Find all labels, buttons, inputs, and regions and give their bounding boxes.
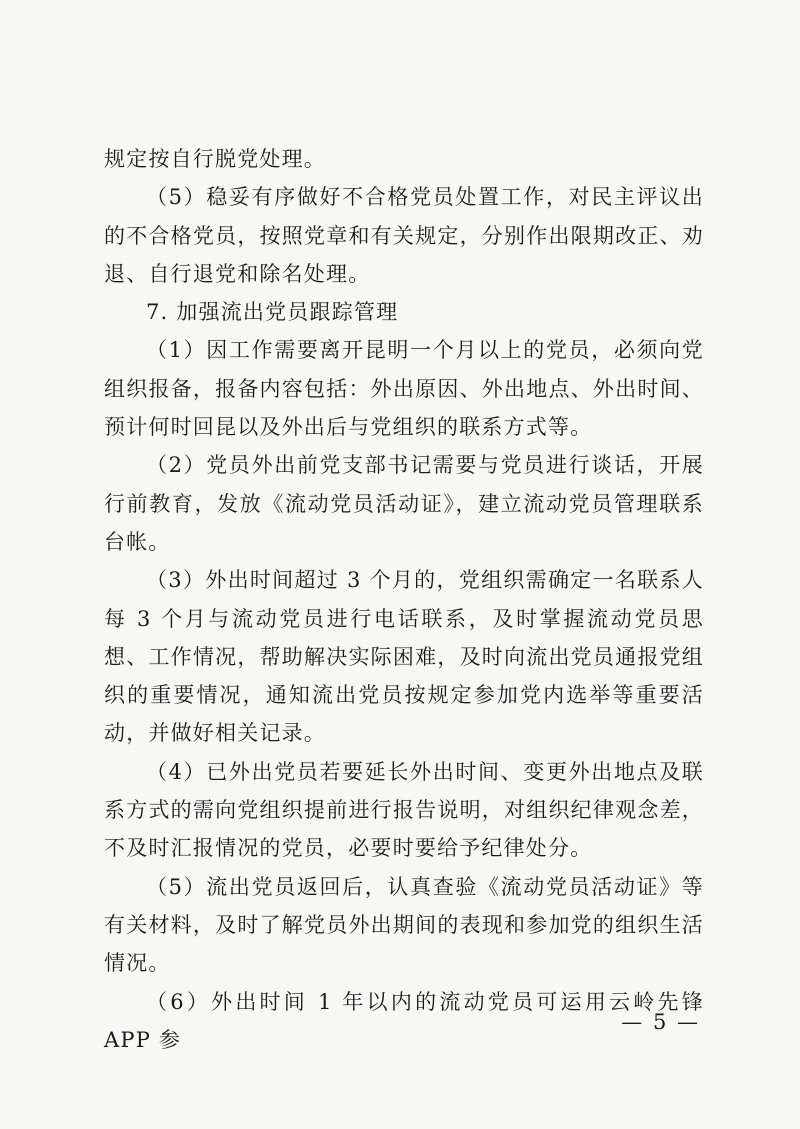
paragraph: （5）稳妥有序做好不合格党员处置工作，对民主评议出的不合格党员，按照党章和有关规定，分别作出限期改正、劝退、自行退党和除名处理。 bbox=[104, 185, 704, 286]
paragraph: （2）党员外出前党支部书记需要与党员进行谈话，开展行前教育，发放《流动党员活动证》，建立流动党员管理联系台帐。 bbox=[104, 453, 704, 554]
paragraph: （4）已外出党员若要延长外出时间、变更外出地点及联系方式的需向党组织提前进行报告说明，对组织纪律观念差，不及时汇报情况的党员，必要时要给予纪律处分。 bbox=[104, 759, 704, 861]
paragraph: （6）外出时间 1 年以内的流动党员可运用云岭先锋 APP 参 bbox=[104, 989, 704, 1052]
document-body bbox=[104, 140, 704, 1059]
paragraph: （1）因工作需要离开昆明一个月以上的党员，必须向党组织报备，报备内容包括：外出原因、外出地点、外出时间、预计何时回昆以及外出后与党组织的联系方式等。 bbox=[104, 338, 704, 440]
paragraph: 规定按自行脱党处理。 bbox=[104, 147, 326, 171]
page-number: — 5 — bbox=[621, 1010, 700, 1034]
section-heading: 7. 加强流出党员跟踪管理 bbox=[146, 300, 399, 325]
paragraph: （5）流出党员返回后，认真查验《流动党员活动证》等有关材料，及时了解党员外出期间的表现和参加党的组织生活情况。 bbox=[104, 874, 704, 976]
paragraph: （3）外出时间超过 3 个月的，党组织需确定一名联系人每 3 个月与流动党员进行电话联系，及时掌握流动党员思想、工作情况，帮助解决实际困难，及时向流出党员通报党组织的重要情况，通知流出党员按规定参加党内选举等重要活动，并做好相关记录。 bbox=[104, 568, 704, 746]
